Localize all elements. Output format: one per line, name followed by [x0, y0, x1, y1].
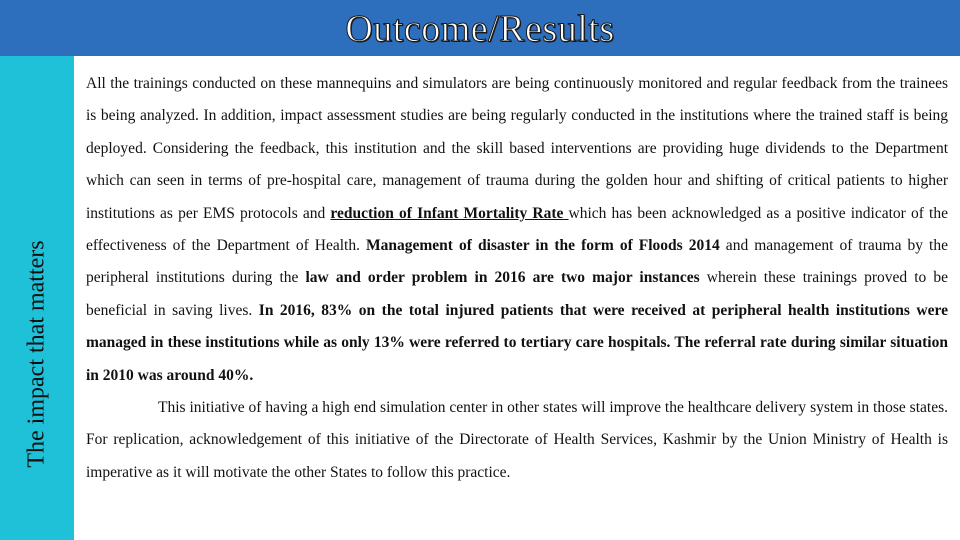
page-title: Outcome/Results: [345, 8, 615, 50]
title-bar: [0, 0, 960, 56]
side-bar: [0, 56, 74, 540]
side-label: The impact that matters: [23, 240, 50, 468]
paragraph-2: This initiative of having a high end simulation center in other states will improve the healthcare delivery system in those states. For replication, acknowledgement of this initiative of the Directorate of Health Services, Kashmir by the Union Ministry of Health is imperative as it will motivate the other States to follow this practice.: [86, 399, 948, 481]
p1-text-3: and management of trauma by the peripheral institutions during the: [86, 237, 948, 287]
paragraph-1: [86, 68, 948, 392]
p1-bold-phrase-3: In 2016, 83% on the total injured patients that were received at peripheral health institutions were managed in these institutions while as only 13% were referred to tertiary care hospitals. The referral rate during similar situation in 2010 was around 40%.: [86, 301, 948, 384]
p1-bold-phrase-2: law and order problem in 2016 are two major instances: [305, 269, 700, 287]
body-text: [86, 68, 948, 489]
p1-bold-phrase-1: Management of disaster in the form of Floods 2014: [366, 237, 720, 255]
p1-text-2: which has been acknowledged as a positive indicator of the effectiveness of the Department of Health.: [86, 204, 948, 255]
p1-underlined-phrase: reduction of Infant Mortality Rate: [330, 204, 569, 222]
p1-text-1: All the trainings conducted on these mannequins and simulators are being continuously monitored and regular feedback from the trainees is being analyzed. In addition, impact assessment studies are being regularly conducted in the institutions where the trained staff is being deployed. Considering the feedback, this institution and the skill based interventions are providing huge dividends to the Department which can seen in terms of pre-hospital care, management of trauma during the golden hour and shifting of critical patients to higher institutions as per EMS protocols and: [86, 75, 948, 222]
p1-text-4: wherein these trainings proved to be beneficial in saving lives.: [86, 269, 948, 319]
